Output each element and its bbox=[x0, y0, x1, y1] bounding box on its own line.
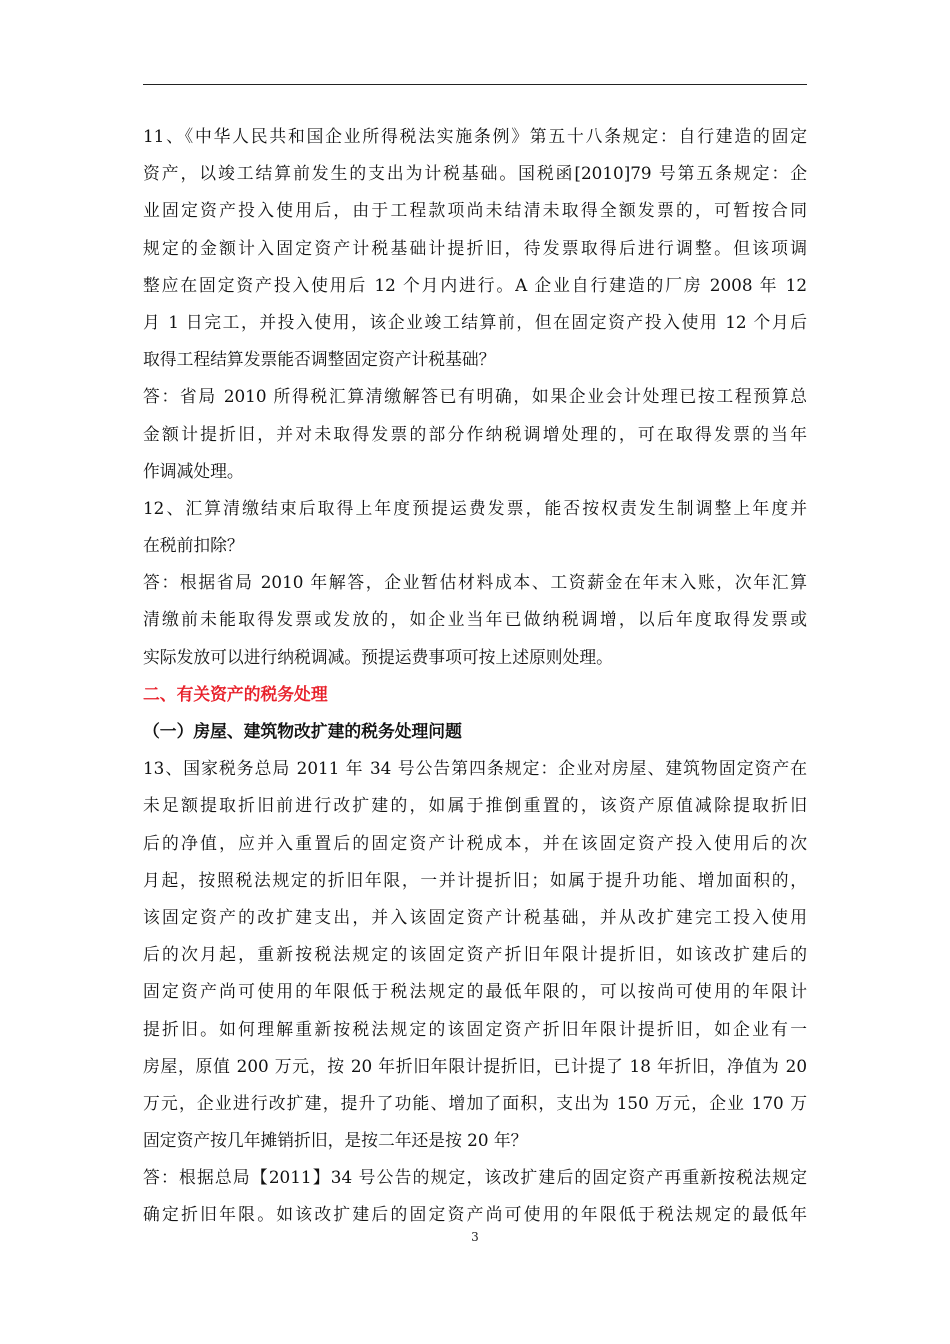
page-number: 3 bbox=[471, 1230, 479, 1244]
text-line: 固定资产尚可使用的年限低于税法规定的最低年限的，可以按尚可使用的年限计 bbox=[143, 981, 807, 1002]
text-line: 提折旧。如何理解重新按税法规定的该固定资产折旧年限计提折旧，如企业有一 bbox=[143, 1018, 807, 1039]
text-line: 后的净值，应并入重置后的固定资产计税成本，并在该固定资产投入使用后的次 bbox=[143, 832, 807, 853]
text-line: 答：省局 2010 所得税汇算清缴解答已有明确，如果企业会计处理已按工程预算总 bbox=[143, 386, 807, 407]
text-line: 取得工程结算发票能否调整固定资产计税基础？ bbox=[143, 349, 496, 370]
subsection-heading: （一）房屋、建筑物改扩建的税务处理问题 bbox=[143, 721, 462, 741]
document-body bbox=[143, 118, 807, 1234]
text-line: 实际发放可以进行纳税调减。预提运费事项可按上述原则处理。 bbox=[143, 646, 613, 667]
text-line: 后的次月起，重新按税法规定的该固定资产折旧年限计提折旧，如该改扩建后的 bbox=[143, 944, 807, 965]
text-line: 月起，按照税法规定的折旧年限，一并计提折旧；如属于提升功能、增加面积的， bbox=[143, 869, 807, 890]
text-line: 万元，企业进行改扩建，提升了功能、增加了面积，支出为 150 万元，企业 170 万 bbox=[143, 1092, 807, 1113]
text-line: 资产，以竣工结算前发生的支出为计税基础。国税函[2010]79 号第五条规定：企 bbox=[143, 163, 807, 184]
text-line: 业固定资产投入使用后，由于工程款项尚未结清未取得全额发票的，可暂按合同 bbox=[143, 200, 807, 221]
text-line: 该固定资产的改扩建支出，并入该固定资产计税基础，并从改扩建完工投入使用 bbox=[143, 906, 807, 927]
text-line: 11、《中华人民共和国企业所得税法实施条例》第五十八条规定：自行建造的固定 bbox=[143, 126, 807, 146]
text-line: 12、汇算清缴结束后取得上年度预提运费发票，能否按权责发生制调整上年度并 bbox=[143, 497, 807, 518]
text-line: 整应在固定资产投入使用后 12 个月内进行。A 企业自行建造的厂房 2008 年 12 bbox=[143, 274, 807, 295]
text-line: 清缴前未能取得发票或发放的，如企业当年已做纳税调增，以后年度取得发票或 bbox=[143, 609, 807, 630]
header-rule bbox=[143, 84, 807, 85]
text-line: 确定折旧年限。如该改扩建后的固定资产尚可使用的年限低于税法规定的最低年 bbox=[143, 1204, 807, 1225]
text-line: 13、国家税务总局 2011 年 34 号公告第四条规定：企业对房屋、建筑物固定资产在 bbox=[143, 758, 807, 779]
text-line: 未足额提取折旧前进行改扩建的，如属于推倒重置的，该资产原值减除提取折旧 bbox=[143, 795, 807, 816]
text-line: 房屋，原值 200 万元，按 20 年折旧年限计提折旧，已计提了 18 年折旧，净值为 20 bbox=[143, 1055, 807, 1076]
text-line: 答：根据总局【2011】34 号公告的规定，该改扩建后的固定资产再重新按税法规定 bbox=[143, 1167, 807, 1188]
text-line: 金额计提折旧，并对未取得发票的部分作纳税调增处理的，可在取得发票的当年 bbox=[143, 423, 807, 444]
text-line: 规定的金额计入固定资产计税基础计提折旧，待发票取得后进行调整。但该项调 bbox=[143, 237, 807, 258]
text-line: 月 1 日完工，并投入使用，该企业竣工结算前，但在固定资产投入使用 12 个月后 bbox=[143, 311, 807, 332]
section-heading: 二、有关资产的税务处理 bbox=[143, 683, 328, 704]
text-line: 固定资产按几年摊销折旧，是按二年还是按 20 年？ bbox=[143, 1130, 528, 1151]
text-line: 答：根据省局 2010 年解答，企业暂估材料成本、工资薪金在年末入账，次年汇算 bbox=[143, 572, 807, 593]
text-line: 作调减处理。 bbox=[143, 460, 244, 481]
text-line: 在税前扣除？ bbox=[143, 535, 244, 556]
